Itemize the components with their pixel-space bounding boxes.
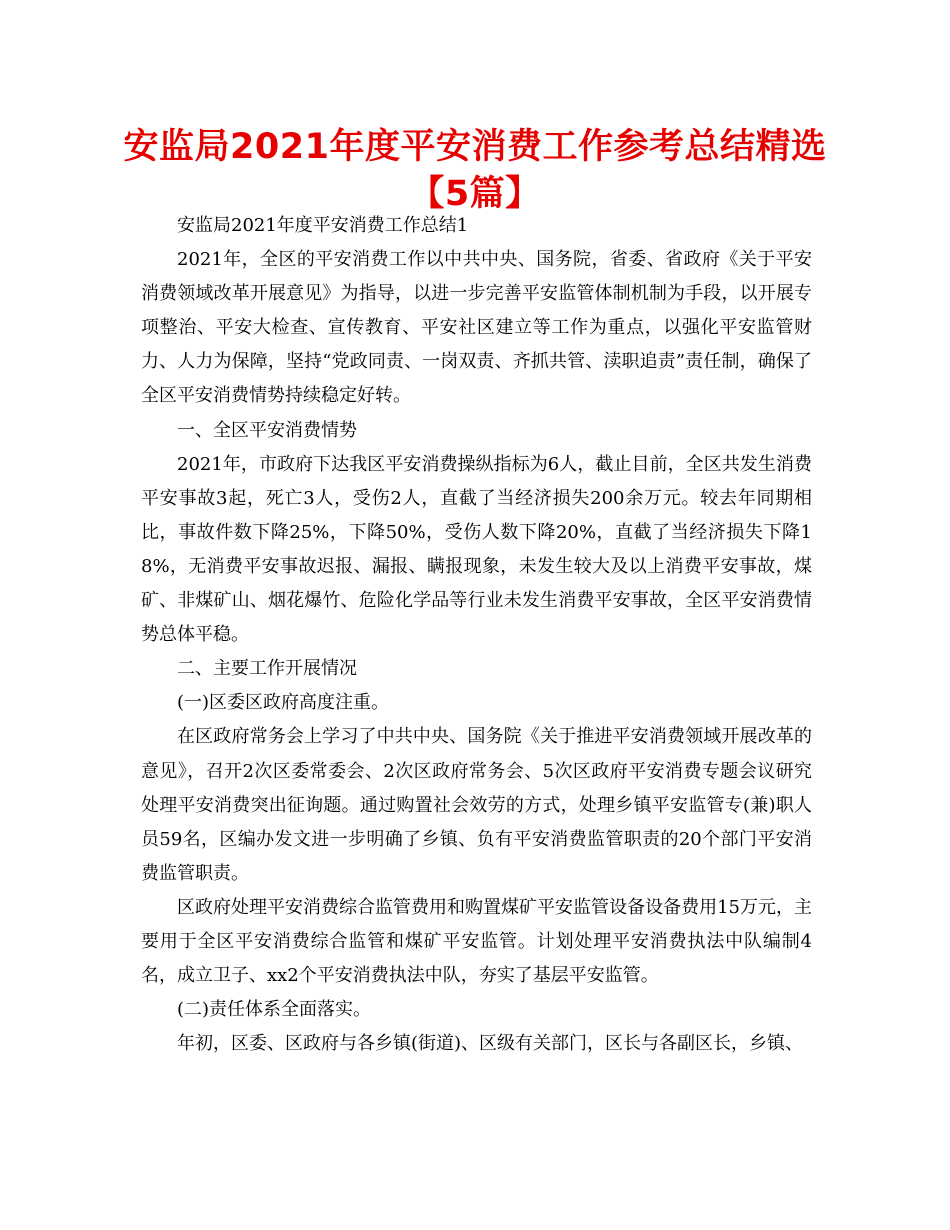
- paragraph: 区政府处理平安消费综合监管费用和购置煤矿平安监管设备设备费用15万元，主要用于全区平安消费综合监管和煤矿平安监管。计划处理平安消费执法中队编制4名，成立卫子、xx2个平安消费执法中队，夯实了基层平安监管。: [141, 896, 812, 987]
- section-heading: 二、主要工作开展情况: [177, 658, 357, 680]
- subsection-heading: (一)区委区政府高度注重。: [177, 692, 390, 714]
- document-body: [141, 209, 812, 1061]
- paragraph: 年初，区委、区政府与各乡镇(街道)、区级有关部门，区长与各副区长，乡镇、: [177, 1033, 804, 1055]
- document-title: 安监局2021年度平安消费工作参考总结精选【5篇】: [123, 127, 827, 214]
- section-heading: 一、全区平安消费情势: [177, 419, 357, 441]
- paragraph: 2021年，市政府下达我区平安消费操纵指标为6人，截止目前，全区共发生消费平安事故3起，死亡3人，受伤2人，直截了当经济损失200余万元。较去年同期相比，事故件数下降25%，下降50%，受伤人数下降20%，直截了当经济损失下降18%，无消费平安事故迟报、漏报、瞒报现象，未发生较大及以上消费平安事故，煤矿、非煤矿山、烟花爆竹、危险化学品等行业未发生消费平安事故，全区平安消费情势总体平稳。: [141, 453, 812, 646]
- paragraph: 在区政府常务会上学习了中共中央、国务院《关于推进平安消费领域开展改革的意见》，召开2次区委常委会、2次区政府常务会、5次区政府平安消费专题会议研究处理平安消费突出征询题。通过购置社会效劳的方式，处理乡镇平安监管专(兼)职人员59名，区编办发文进一步明确了乡镇、负有平安消费监管职责的20个部门平安消费监管职责。: [141, 726, 812, 884]
- paragraph: 2021年，全区的平安消费工作以中共中央、国务院，省委、省政府《关于平安消费领域改革开展意见》为指导，以进一步完善平安监管体制机制为手段，以开展专项整治、平安大检查、宣传教育、平安社区建立等工作为重点，以强化平安监管财力、人力为保障，坚持“党政同责、一岗双责、齐抓共管、渎职追责”责任制，确保了全区平安消费情势持续稳定好转。: [141, 249, 812, 407]
- subsection-heading: (二)责任体系全面落实。: [177, 999, 372, 1021]
- section-heading: 安监局2021年度平安消费工作总结1: [177, 215, 469, 236]
